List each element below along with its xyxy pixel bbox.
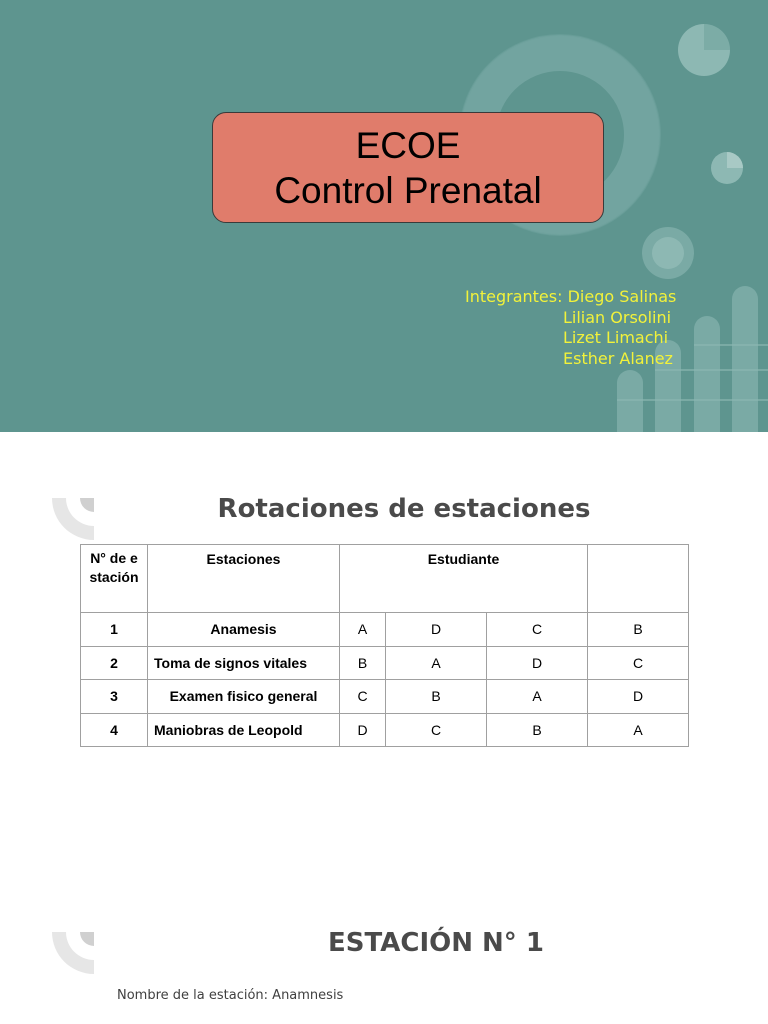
table-row — [81, 713, 689, 747]
station-slide — [0, 852, 768, 1024]
title-slide — [0, 0, 768, 432]
cell-station: Examen fisico general — [148, 680, 340, 714]
rotation-table — [80, 544, 689, 747]
cell-value: D — [340, 713, 386, 747]
member-line: Lizet Limachi — [563, 328, 669, 347]
cell-station: Anamesis — [148, 613, 340, 647]
cell-value: B — [487, 713, 588, 747]
member-line: Esther Alanez — [563, 348, 673, 368]
cell-number: 1 — [81, 613, 148, 647]
cell-number: 4 — [81, 713, 148, 747]
cell-value: A — [487, 680, 588, 714]
table-row — [81, 646, 689, 680]
cell-number: 2 — [81, 646, 148, 680]
cell-value: A — [340, 613, 386, 647]
cell-value: C — [340, 680, 386, 714]
cell-value: A — [386, 646, 487, 680]
rotation-slide — [0, 432, 768, 852]
members-list — [465, 287, 676, 369]
table-row — [81, 680, 689, 714]
header-stations: Estaciones — [148, 545, 340, 613]
cell-number: 3 — [81, 680, 148, 714]
title-subtitle: Control Prenatal — [274, 170, 542, 211]
title-box — [212, 112, 604, 223]
member-line: Lilian Orsolini — [563, 307, 672, 327]
station-name-label: Nombre de la estación: Anamnesis — [117, 988, 344, 1003]
header-station-number-text: N° de estación — [89, 550, 139, 585]
cell-value: C — [386, 713, 487, 747]
cell-value: C — [588, 646, 689, 680]
cell-station: Toma de signos vitales — [148, 646, 340, 680]
header-student: Estudiante — [340, 545, 588, 613]
cell-value: A — [588, 713, 689, 747]
cell-value: C — [487, 613, 588, 647]
header-blank — [588, 545, 689, 613]
cell-value: D — [487, 646, 588, 680]
cell-value: D — [386, 613, 487, 647]
cell-value: B — [340, 646, 386, 680]
title-main: ECOE — [355, 125, 461, 166]
station-heading: ESTACIÓN N° 1 — [328, 928, 544, 958]
section-heading: Rotaciones de estaciones — [217, 494, 591, 524]
cell-station: Maniobras de Leopold — [148, 713, 340, 747]
table-header-row — [81, 545, 689, 613]
cell-value: B — [588, 613, 689, 647]
cell-value: B — [386, 680, 487, 714]
header-station-number — [81, 545, 148, 613]
cell-value: D — [588, 680, 689, 714]
table-row — [81, 613, 689, 647]
member-line: Integrantes: Diego Salinas — [465, 287, 677, 306]
